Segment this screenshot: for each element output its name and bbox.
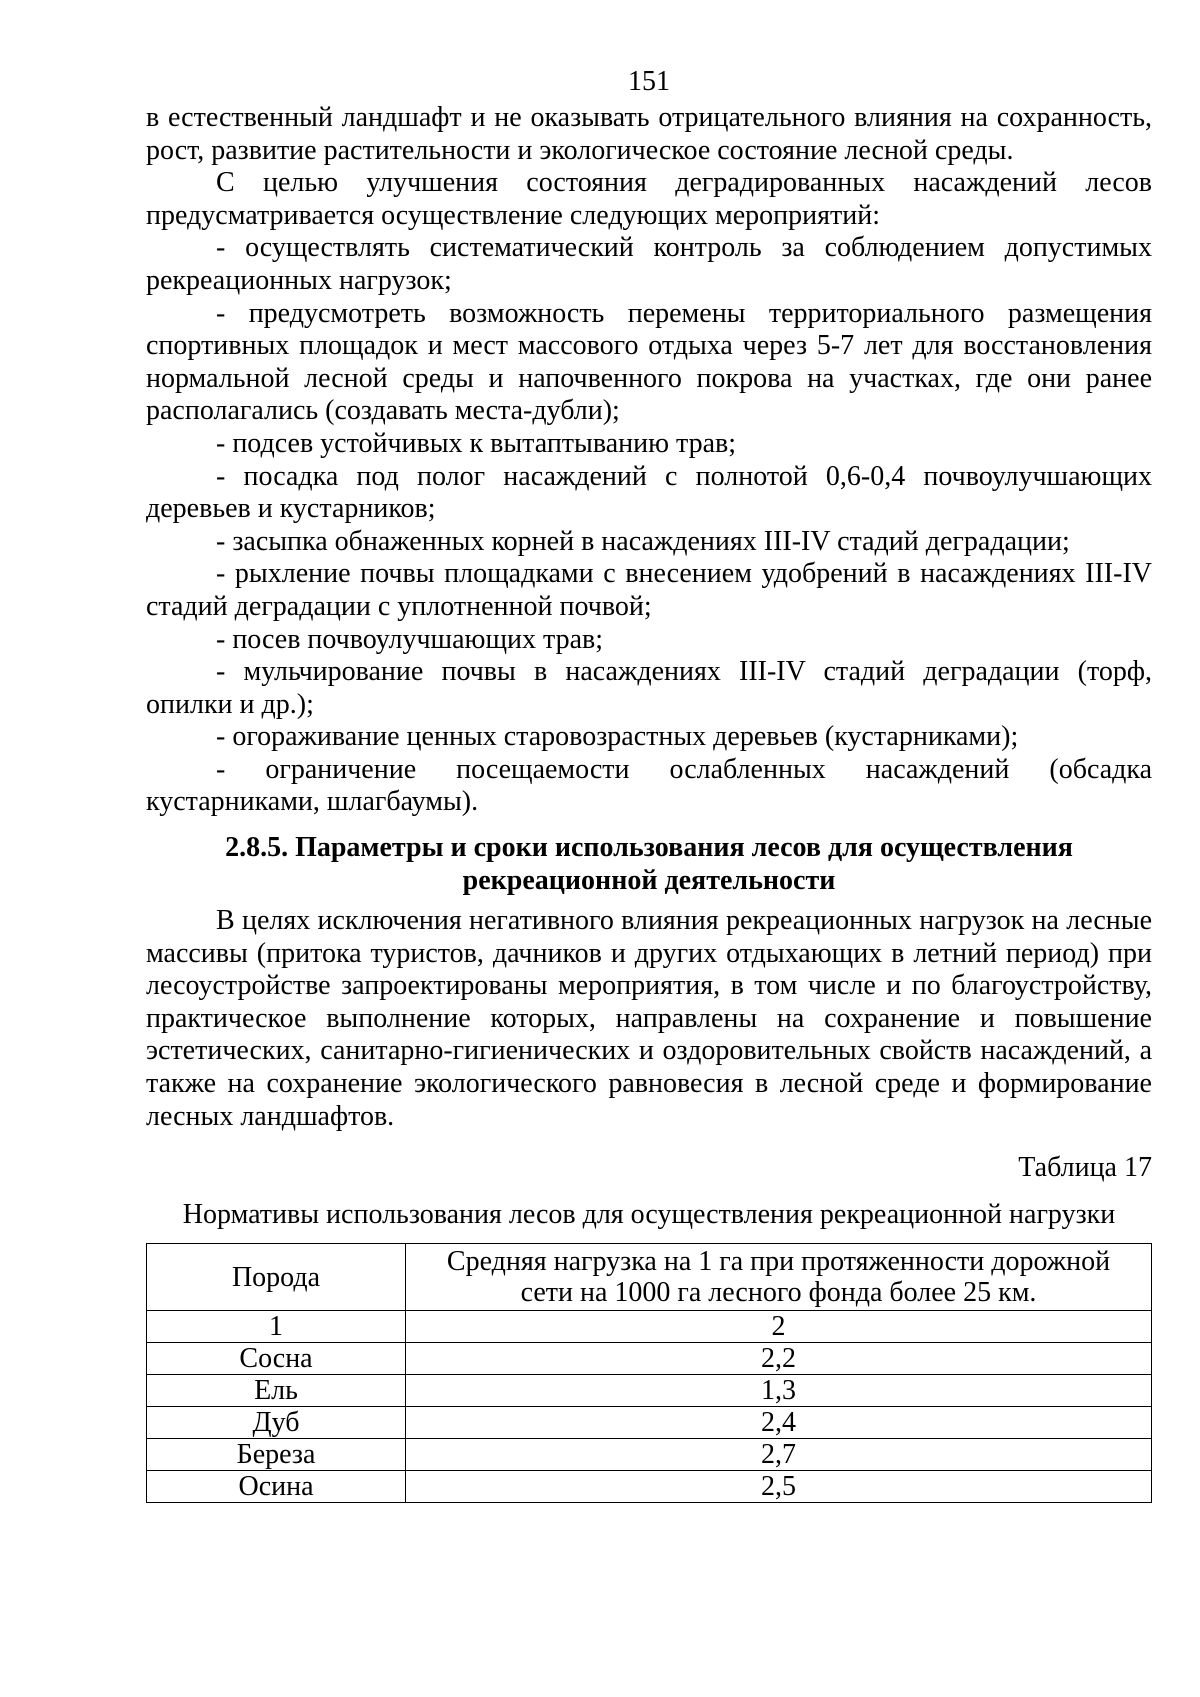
section-paragraph: В целях исключения негативного влияния рекреационных нагрузок на лесные массивы (притока туристов, дачников и других отдыхающих в летний период) при лесоустройстве запроектированы мероприятия, в том числе и по благоустройству, практическое выполнение которых, направлены на сохранение и повышение эстетических, санитарно-гигиенических и оздоровительных свойств насаждений, а также на сохранение экологического равновесия в лесной среде и формирование лесных ландшафтов. — [146, 905, 1152, 1132]
table-row — [147, 1407, 1152, 1439]
document-page — [146, 66, 1152, 1503]
table-row — [147, 1439, 1152, 1471]
section-heading — [146, 831, 1152, 897]
column-number: 2 — [406, 1311, 1152, 1343]
header-load — [406, 1244, 1152, 1311]
body-text — [146, 102, 1152, 819]
species-cell: Береза — [147, 1439, 406, 1471]
load-cell: 2,7 — [406, 1439, 1152, 1471]
species-cell: Ель — [147, 1375, 406, 1407]
section-heading-line: рекреационной деятельности — [462, 865, 836, 897]
column-number: 1 — [147, 1311, 406, 1343]
load-cell: 2,2 — [406, 1343, 1152, 1375]
header-load-line: сети на 1000 га лесного фонда более 25 км. — [520, 1277, 1037, 1309]
norms-table — [146, 1243, 1152, 1503]
table-label: Таблица 17 — [1018, 1152, 1152, 1184]
table-row — [147, 1471, 1152, 1503]
table-header-row — [147, 1244, 1152, 1311]
page-number: 151 — [628, 66, 670, 97]
list-item: - засыпка обнаженных корней в насаждениях III-IV стадий деградации; — [216, 525, 1070, 557]
list-item: - осуществлять систематический контроль за соблюдением допустимых рекреационных нагрузок; — [146, 232, 1152, 296]
load-cell: 2,4 — [406, 1407, 1152, 1439]
list-item: - мульчирование почвы в насаждениях III-IV стадий деградации (торф, опилки и др.); — [146, 656, 1152, 720]
table-row — [147, 1343, 1152, 1375]
list-item: - подсев устойчивых к вытаптыванию трав; — [216, 427, 737, 459]
species-cell: Сосна — [147, 1343, 406, 1375]
list-item: - огораживание ценных старовозрастных деревьев (кустарниками); — [216, 721, 1019, 753]
load-cell: 2,5 — [406, 1471, 1152, 1503]
list-item: - предусмотреть возможность перемены территориального размещения спортивных площадок и мест массового отдыха через 5-7 лет для восстановления нормальной лесной среды и напочвенного покрова на участках, где они ранее располагались (создавать места-дубли); — [146, 297, 1152, 427]
paragraph: С целью улучшения состояния деградированных насаждений лесов предусматривается осуществление следующих мероприятий: — [146, 167, 1152, 231]
list-item: - посев почвоулучшающих трав; — [216, 623, 604, 655]
list-item: - рыхление почвы площадками с внесением удобрений в насаждениях III-IV стадий деградации с уплотненной почвой; — [146, 558, 1152, 622]
header-load-line: Средняя нагрузка на 1 га при протяженности дорожной — [446, 1246, 1111, 1278]
table-row — [147, 1375, 1152, 1407]
list-item: - посадка под полог насаждений с полнотой 0,6-0,4 почвоулучшающих деревьев и кустарников; — [146, 460, 1152, 525]
table-title: Нормативы использования лесов для осуществления рекреационной нагрузки — [182, 1199, 1116, 1231]
section-heading-line: 2.8.5. Параметры и сроки использования лесов для осуществления — [225, 832, 1073, 864]
species-cell: Осина — [147, 1471, 406, 1503]
header-species: Порода — [147, 1244, 406, 1311]
paragraph: в естественный ландшафт и не оказывать отрицательного влияния на сохранность, рост, развитие растительности и экологическое состояние лесной среды. — [146, 102, 1152, 166]
list-item: - ограничение посещаемости ослабленных насаждений (обсадка кустарниками, шлагбаумы). — [146, 753, 1152, 818]
table-numbering-row — [147, 1311, 1152, 1343]
species-cell: Дуб — [147, 1407, 406, 1439]
load-cell: 1,3 — [406, 1375, 1152, 1407]
